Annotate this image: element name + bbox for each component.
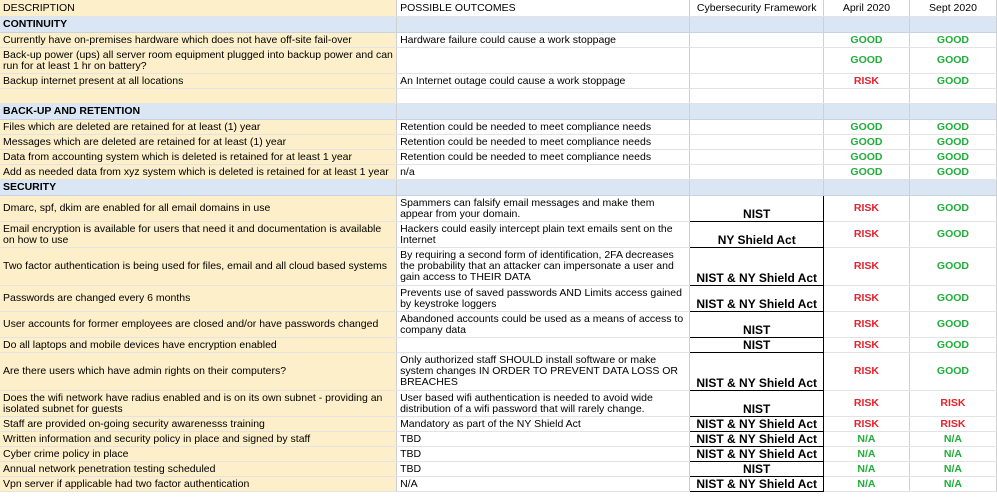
sept-status-cell[interactable]: RISK — [909, 391, 996, 417]
table-row — [0, 196, 997, 222]
table-row — [0, 286, 997, 312]
sept-status-cell[interactable]: GOOD — [909, 312, 996, 338]
sept-status-cell[interactable]: GOOD — [909, 135, 996, 150]
description-cell[interactable]: Data from accounting system which is deleted is retained for at least 1 year — [0, 150, 397, 165]
description-cell[interactable]: Staff are provided on-going security awarenesss training — [0, 417, 397, 432]
section-title[interactable]: SECURITY — [0, 180, 397, 196]
sept-status-cell[interactable]: GOOD — [909, 165, 996, 180]
section-header-cell[interactable] — [823, 180, 909, 196]
april-status-cell[interactable] — [823, 89, 909, 104]
section-header-row — [0, 180, 997, 196]
table-row — [0, 391, 997, 417]
sept-status-cell[interactable]: GOOD — [909, 222, 996, 248]
outcome-cell[interactable]: TBD — [397, 447, 690, 462]
april-status-cell[interactable]: N/A — [823, 462, 909, 477]
table-row — [0, 165, 997, 180]
april-status-cell[interactable]: GOOD — [823, 48, 909, 74]
april-status-cell[interactable]: N/A — [823, 447, 909, 462]
outcome-cell[interactable]: Mandatory as part of the NY Shield Act — [397, 417, 690, 432]
table-row — [0, 120, 997, 135]
table-row — [0, 74, 997, 89]
outcome-cell[interactable]: n/a — [397, 165, 690, 180]
sept-status-cell[interactable] — [909, 89, 996, 104]
table-row — [0, 353, 997, 391]
sept-status-cell[interactable]: GOOD — [909, 74, 996, 89]
description-cell[interactable]: Email encryption is available for users that need it and documentation is available on how to use — [0, 222, 397, 248]
header-outcomes[interactable]: POSSIBLE OUTCOMES — [397, 0, 690, 17]
sept-status-cell[interactable]: N/A — [909, 432, 996, 447]
framework-cell[interactable]: NIST & NY Shield Act — [690, 447, 824, 462]
table-row — [0, 150, 997, 165]
outcome-cell[interactable]: By requiring a second form of identification, 2FA decreases the probability that an attacker can impersonate a user and gain access to THEIR DATA — [397, 248, 690, 286]
table-row — [0, 312, 997, 338]
description-cell[interactable]: User accounts for former employees are closed and/or have passwords changed — [0, 312, 397, 338]
description-cell[interactable]: Add as needed data from xyz system which is deleted is retained for at least 1 year — [0, 165, 397, 180]
section-title[interactable]: CONTINUITY — [0, 17, 397, 33]
sept-status-cell[interactable]: GOOD — [909, 248, 996, 286]
header-framework[interactable]: Cybersecurity Framework — [690, 0, 824, 17]
april-status-cell[interactable]: GOOD — [823, 120, 909, 135]
section-header-cell[interactable] — [823, 104, 909, 120]
outcome-cell[interactable]: An Internet outage could cause a work stoppage — [397, 74, 690, 89]
april-status-cell[interactable]: RISK — [823, 222, 909, 248]
framework-cell[interactable]: NIST & NY Shield Act — [690, 286, 824, 312]
framework-cell[interactable]: NIST — [690, 391, 824, 417]
sept-status-cell[interactable]: GOOD — [909, 338, 996, 353]
framework-cell[interactable] — [690, 74, 824, 89]
framework-cell[interactable] — [690, 135, 824, 150]
framework-cell[interactable] — [690, 165, 824, 180]
table-row — [0, 222, 997, 248]
table-row — [0, 338, 997, 353]
section-header-cell[interactable] — [397, 180, 690, 196]
framework-cell[interactable]: NIST & NY Shield Act — [690, 432, 824, 447]
april-status-cell[interactable]: RISK — [823, 353, 909, 391]
outcome-cell[interactable]: Only authorized staff SHOULD install software or make system changes IN ORDER TO PREVENT DATA LOSS OR BREACHES — [397, 353, 690, 391]
description-cell[interactable]: Do all laptops and mobile devices have encryption enabled — [0, 338, 397, 353]
table-row — [0, 417, 997, 432]
outcome-cell[interactable]: Abandoned accounts could be used as a means of access to company data — [397, 312, 690, 338]
april-status-cell[interactable]: RISK — [823, 417, 909, 432]
description-cell[interactable]: Cyber crime policy in place — [0, 447, 397, 462]
outcome-cell[interactable]: Hardware failure could cause a work stoppage — [397, 33, 690, 48]
april-status-cell[interactable]: RISK — [823, 196, 909, 222]
framework-cell[interactable] — [690, 89, 824, 104]
april-status-cell[interactable]: N/A — [823, 432, 909, 447]
framework-cell[interactable] — [690, 48, 824, 74]
description-cell[interactable] — [0, 89, 397, 104]
framework-cell[interactable]: NIST — [690, 338, 824, 353]
section-header-cell[interactable] — [909, 17, 996, 33]
outcome-cell[interactable] — [397, 89, 690, 104]
section-header-row — [0, 104, 997, 120]
section-header-cell[interactable] — [909, 104, 996, 120]
description-cell[interactable]: Files which are deleted are retained for at least (1) year — [0, 120, 397, 135]
sept-status-cell[interactable]: GOOD — [909, 196, 996, 222]
description-cell[interactable]: Vpn server if applicable had two factor authentication — [0, 477, 397, 492]
description-cell[interactable]: Does the wifi network have radius enabled and is on its own subnet - providing an isolated subnet for guests — [0, 391, 397, 417]
table-row — [0, 89, 997, 104]
section-header-cell[interactable] — [909, 180, 996, 196]
section-header-cell[interactable] — [397, 104, 690, 120]
april-status-cell[interactable]: GOOD — [823, 33, 909, 48]
description-cell[interactable]: Two factor authentication is being used for files, email and all cloud based systems — [0, 248, 397, 286]
april-status-cell[interactable]: GOOD — [823, 150, 909, 165]
description-cell[interactable]: Dmarc, spf, dkim are enabled for all email domains in use — [0, 196, 397, 222]
april-status-cell[interactable]: RISK — [823, 391, 909, 417]
sept-status-cell[interactable]: GOOD — [909, 120, 996, 135]
table-row — [0, 33, 997, 48]
table-row — [0, 432, 997, 447]
framework-cell[interactable]: NIST & NY Shield Act — [690, 477, 824, 492]
description-cell[interactable]: Messages which are deleted are retained for at least (1) year — [0, 135, 397, 150]
table-row — [0, 447, 997, 462]
april-status-cell[interactable]: GOOD — [823, 165, 909, 180]
framework-cell[interactable]: NIST & NY Shield Act — [690, 248, 824, 286]
framework-cell[interactable]: NIST — [690, 462, 824, 477]
section-header-cell[interactable] — [823, 17, 909, 33]
description-cell[interactable]: Annual network penetration testing scheduled — [0, 462, 397, 477]
table-row — [0, 462, 997, 477]
table-row — [0, 135, 997, 150]
april-status-cell[interactable]: RISK — [823, 74, 909, 89]
header-april[interactable]: April 2020 — [823, 0, 909, 17]
sept-status-cell[interactable]: GOOD — [909, 150, 996, 165]
outcome-cell[interactable]: TBD — [397, 432, 690, 447]
sept-status-cell[interactable]: N/A — [909, 447, 996, 462]
outcome-cell[interactable]: Retention could be needed to meet compliance needs — [397, 120, 690, 135]
section-header-cell[interactable] — [397, 17, 690, 33]
framework-cell[interactable]: NIST & NY Shield Act — [690, 417, 824, 432]
april-status-cell[interactable]: RISK — [823, 248, 909, 286]
sept-status-cell[interactable]: GOOD — [909, 286, 996, 312]
framework-cell[interactable]: NY Shield Act — [690, 222, 824, 248]
outcome-cell[interactable]: Hackers could easily intercept plain text emails sent on the Internet — [397, 222, 690, 248]
sept-status-cell[interactable]: GOOD — [909, 33, 996, 48]
section-title[interactable]: BACK-UP AND RETENTION — [0, 104, 397, 120]
sept-status-cell[interactable]: RISK — [909, 417, 996, 432]
april-status-cell[interactable]: RISK — [823, 338, 909, 353]
table-row — [0, 48, 997, 74]
outcome-cell[interactable]: User based wifi authentication is needed to avoid wide distribution of a wifi password that will rarely change. — [397, 391, 690, 417]
description-cell[interactable]: Passwords are changed every 6 months — [0, 286, 397, 312]
sept-status-cell[interactable]: GOOD — [909, 353, 996, 391]
description-cell[interactable]: Back-up power (ups) all server room equipment plugged into backup power and can run for at least 1 hr on battery? — [0, 48, 397, 74]
outcome-cell[interactable] — [397, 338, 690, 353]
description-cell[interactable]: Written information and security policy in place and signed by staff — [0, 432, 397, 447]
framework-cell[interactable] — [690, 33, 824, 48]
table-row — [0, 248, 997, 286]
sept-status-cell[interactable]: GOOD — [909, 48, 996, 74]
header-sept[interactable]: Sept 2020 — [909, 0, 996, 17]
outcome-cell[interactable]: N/A — [397, 477, 690, 492]
outcome-cell[interactable]: Retention could be needed to meet compliance needs — [397, 150, 690, 165]
framework-cell[interactable] — [690, 120, 824, 135]
sept-status-cell[interactable]: N/A — [909, 477, 996, 492]
april-status-cell[interactable]: N/A — [823, 477, 909, 492]
header-row — [0, 0, 997, 17]
framework-cell[interactable]: NIST & NY Shield Act — [690, 353, 824, 391]
april-status-cell[interactable]: RISK — [823, 312, 909, 338]
header-description[interactable]: DESCRIPTION — [0, 0, 397, 17]
framework-cell[interactable] — [690, 150, 824, 165]
description-cell[interactable]: Are there users which have admin rights on their computers? — [0, 353, 397, 391]
framework-cell[interactable]: NIST — [690, 196, 824, 222]
section-header-row — [0, 17, 997, 33]
outcome-cell[interactable]: TBD — [397, 462, 690, 477]
framework-cell[interactable]: NIST — [690, 312, 824, 338]
outcome-cell[interactable]: Prevents use of saved passwords AND Limits access gained by keystroke loggers — [397, 286, 690, 312]
outcome-cell[interactable]: Spammers can falsify email messages and make them appear from your domain. — [397, 196, 690, 222]
sept-status-cell[interactable]: N/A — [909, 462, 996, 477]
table-row — [0, 477, 997, 492]
outcome-cell[interactable] — [397, 48, 690, 74]
section-header-cell[interactable] — [690, 104, 824, 120]
april-status-cell[interactable]: RISK — [823, 286, 909, 312]
outcome-cell[interactable]: Retention could be needed to meet compliance needs — [397, 135, 690, 150]
april-status-cell[interactable]: GOOD — [823, 135, 909, 150]
section-header-cell[interactable] — [690, 17, 824, 33]
description-cell[interactable]: Currently have on-premises hardware which does not have off-site fail-over — [0, 33, 397, 48]
description-cell[interactable]: Backup internet present at all locations — [0, 74, 397, 89]
section-header-cell[interactable] — [690, 180, 824, 196]
